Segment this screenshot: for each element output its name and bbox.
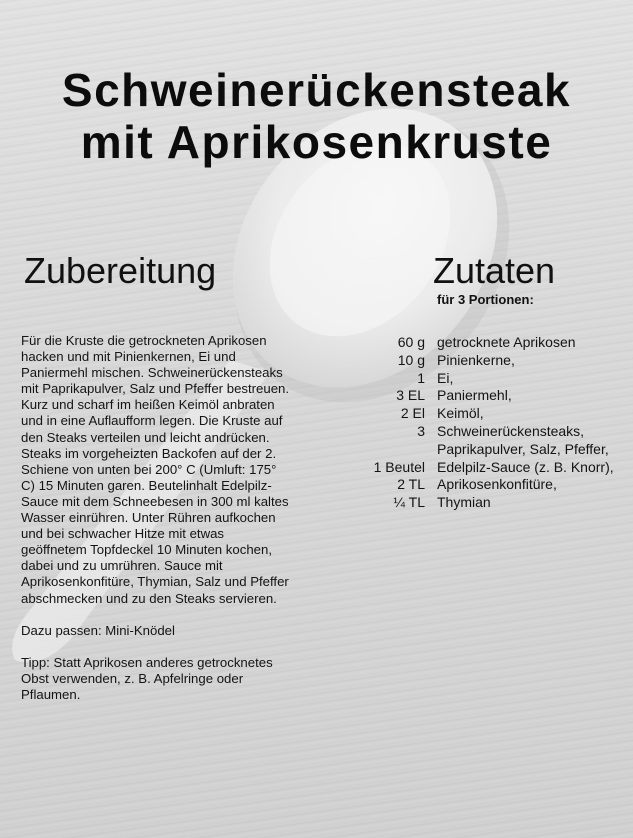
ingredient-row [350,476,620,494]
ingredient-row [350,405,620,423]
ingredient-quantity: 2 El [400,405,425,422]
title-line-1: Schweinerückensteak [61,64,572,116]
ingredient-quantity: 1 [417,369,425,386]
tip-text: Tipp: Statt Aprikosen anderes getrocknetes Obst verwenden, z. B. Apfelringe oder Pflaumen. [21,654,273,702]
ingredient-row [350,370,620,388]
page-title [0,64,633,168]
preparation-steps: Für die Kruste die getrockneten Aprikosen hacken und mit Pinienkernen, Ei und Paniermehl mischen. Schweinerückensteaks mit Paprikapulver, Salz und Pfeffer bestreuen. Kurz und scharf im heißen Keimöl anbraten und in eine Auflaufform legen. Die Kruste auf den Steaks verteilen und leicht andrücken. Steaks im vorgeheizten Backofen auf der 2. Schiene von unten bei 200° C (Umluft: 175° C) 15 Minuten garen. Beutelinhalt Edelpilz-Sauce mit dem Schneebesen in 300 ml kaltes Wasser einrühren. Unter Rühren aufkochen und bei schwacher Hitze mit etwas geöffnetem Topfdeckel 10 Minuten kochen, dabei und zu umrühren. Sauce mit Aprikosenkonfitüre, Thymian, Salz und Pfeffer abschmecken und zu den Steaks servieren. [21,333,290,606]
ingredient-quantity: ¼ TL [393,494,425,511]
ingredient-name: Schweinerückensteaks, Paprikapulver, Salz, Pfeffer, [437,422,609,457]
ingredient-quantity: 2 TL [397,476,425,493]
ingredient-name: Paniermehl, [437,387,512,404]
ingredient-name: Pinienkerne, [437,351,515,368]
ingredient-row [350,494,620,512]
ingredient-name: getrocknete Aprikosen [437,334,576,350]
ingredient-name: Aprikosenkonfitüre, [437,476,557,493]
preparation-text [21,333,291,719]
ingredient-quantity: 3 EL [396,387,425,404]
title-line-2: mit Aprikosenkruste [80,116,553,168]
ingredient-row [350,423,620,459]
ingredient-name: Thymian [437,494,491,511]
ingredient-quantity: 60 g [397,334,425,350]
ingredient-name: Keimöl, [437,405,484,422]
ingredient-list [350,334,620,512]
ingredient-quantity: 10 g [397,351,425,368]
ingredient-row [350,459,620,477]
ingredient-name: Edelpilz-Sauce (z. B. Knorr), [437,458,614,475]
ingredient-name: Ei, [437,369,454,386]
ingredient-row [350,352,620,370]
ingredient-quantity: 3 [417,422,425,439]
portions-label: für 3 Portionen: [437,292,534,307]
ingredient-row [350,387,620,405]
ingredients-heading: Zutaten [433,250,556,291]
ingredient-quantity: 1 Beutel [373,458,425,475]
preparation-heading: Zubereitung [24,250,217,291]
ingredient-row [350,334,620,352]
serving-suggestion: Dazu passen: Mini-Knödel [21,622,175,638]
